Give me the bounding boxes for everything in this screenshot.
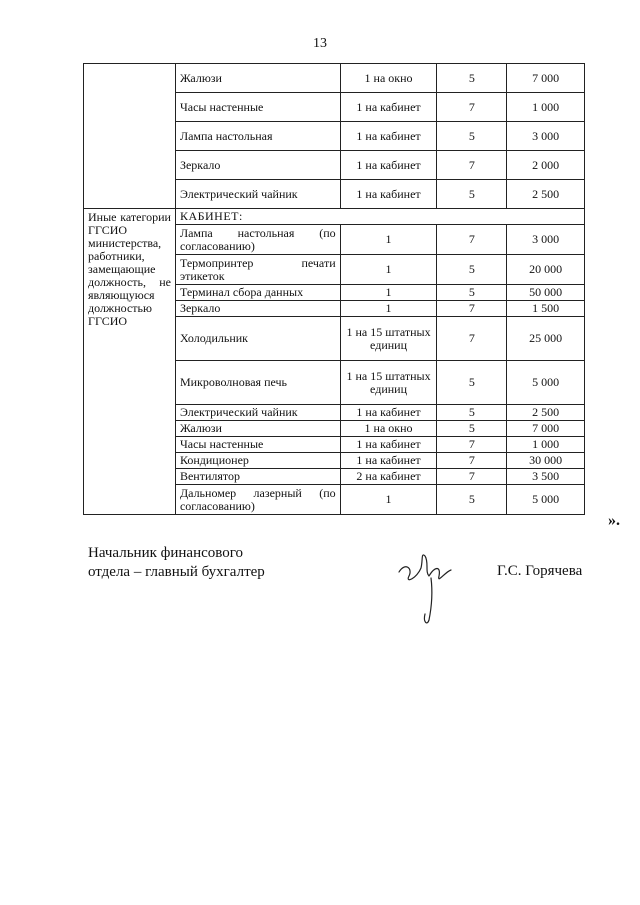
item-price: 1 000: [507, 93, 585, 122]
item-years: 5: [437, 361, 507, 405]
cabinet-header: КАБИНЕТ:: [175, 209, 584, 225]
item-norm: 1 на кабинет: [340, 93, 437, 122]
item-price: 5 000: [507, 361, 585, 405]
item-years: 5: [437, 255, 507, 285]
item-years: 7: [437, 469, 507, 485]
item-norm: 1 на 15 штатных единиц: [340, 317, 437, 361]
item-name: Терминал сбора данных: [175, 285, 340, 301]
item-name: Термопринтер печати этикеток: [175, 255, 340, 285]
item-years: 5: [437, 421, 507, 437]
item-name: Электрический чайник: [175, 405, 340, 421]
signer-position-line2: отдела – главный бухгалтер: [88, 564, 265, 580]
item-years: 7: [437, 151, 507, 180]
item-years: 7: [437, 437, 507, 453]
item-years: 7: [437, 93, 507, 122]
item-years: 5: [437, 405, 507, 421]
item-name: Лампа настольная (по согласованию): [175, 225, 340, 255]
signer-position-line1: Начальник финансового: [88, 545, 244, 561]
item-price: 30 000: [507, 453, 585, 469]
item-years: 5: [437, 122, 507, 151]
table-row: [84, 64, 585, 93]
item-years: 5: [437, 64, 507, 93]
handwritten-signature: [395, 548, 465, 628]
signer-position: [88, 544, 265, 582]
item-price: 3 500: [507, 469, 585, 485]
item-name: Кондиционер: [175, 453, 340, 469]
item-name: Лампа настольная: [175, 122, 340, 151]
item-name: Зеркало: [175, 301, 340, 317]
item-years: 5: [437, 485, 507, 515]
item-name: Жалюзи: [175, 421, 340, 437]
item-name: Вентилятор: [175, 469, 340, 485]
item-name: Электрический чайник: [175, 180, 340, 209]
item-norm: 1 на кабинет: [340, 180, 437, 209]
item-price: 3 000: [507, 225, 585, 255]
item-name: Часы настенные: [175, 93, 340, 122]
category-cell-empty: [84, 64, 176, 209]
norms-table: [83, 63, 585, 515]
item-price: 2 000: [507, 151, 585, 180]
item-price: 25 000: [507, 317, 585, 361]
signer-name: Г.С. Горячева: [497, 563, 583, 579]
item-name: Зеркало: [175, 151, 340, 180]
item-norm: 1 на кабинет: [340, 405, 437, 421]
item-price: 1 500: [507, 301, 585, 317]
item-price: 7 000: [507, 421, 585, 437]
item-years: 7: [437, 225, 507, 255]
item-years: 5: [437, 285, 507, 301]
item-norm: 1: [340, 301, 437, 317]
item-years: 7: [437, 453, 507, 469]
item-price: 2 500: [507, 405, 585, 421]
cabinet-header-row: [84, 209, 585, 225]
item-price: 50 000: [507, 285, 585, 301]
item-norm: 1 на кабинет: [340, 151, 437, 180]
closing-quote: ».: [608, 512, 620, 529]
item-norm: 1 на кабинет: [340, 122, 437, 151]
item-name: Холодильник: [175, 317, 340, 361]
item-norm: 1: [340, 285, 437, 301]
item-name: Часы настенные: [175, 437, 340, 453]
item-price: 3 000: [507, 122, 585, 151]
item-norm: 1: [340, 255, 437, 285]
item-norm: 1 на кабинет: [340, 437, 437, 453]
item-years: 7: [437, 317, 507, 361]
item-norm: 1 на окно: [340, 421, 437, 437]
item-price: 5 000: [507, 485, 585, 515]
item-norm: 1: [340, 485, 437, 515]
item-price: 1 000: [507, 437, 585, 453]
item-norm: 2 на кабинет: [340, 469, 437, 485]
item-years: 7: [437, 301, 507, 317]
item-years: 5: [437, 180, 507, 209]
item-norm: 1: [340, 225, 437, 255]
item-price: 7 000: [507, 64, 585, 93]
item-name: Микроволновая печь: [175, 361, 340, 405]
item-price: 20 000: [507, 255, 585, 285]
item-norm: 1 на кабинет: [340, 453, 437, 469]
category-label: Иные категории ГГСИО министерства, работники, замещающие должность, не являющуюся должностью ГГСИО: [84, 209, 176, 515]
item-norm: 1 на окно: [340, 64, 437, 93]
page-number: 13: [313, 36, 327, 51]
item-name: Дальномер лазерный (по согласованию): [175, 485, 340, 515]
item-price: 2 500: [507, 180, 585, 209]
item-name: Жалюзи: [175, 64, 340, 93]
item-norm: 1 на 15 штатных единиц: [340, 361, 437, 405]
